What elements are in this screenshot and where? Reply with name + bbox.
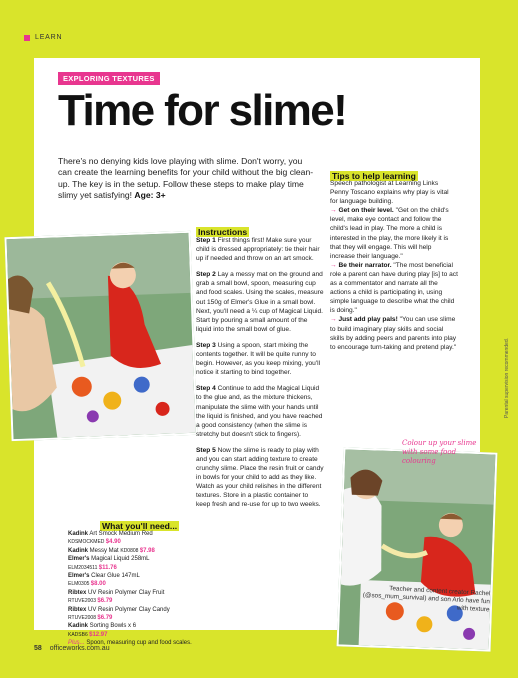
need-heading: What you'll need... (102, 521, 178, 531)
tips-body (330, 179, 458, 352)
page-footer (34, 645, 110, 652)
photo-illustration (339, 449, 496, 649)
arrow-icon: → (330, 261, 337, 269)
photo-illustration (7, 233, 196, 439)
shopping-list (68, 530, 196, 648)
article-page (34, 58, 510, 647)
list-item-extra: Plus... Spoon, measuring cup and food scales. (68, 640, 192, 647)
kicker-badge: EXPLORING TEXTURES (58, 72, 160, 85)
website-link[interactable]: officeworks.com.au (49, 645, 110, 652)
arrow-icon: → (330, 207, 337, 215)
list-item: Ribtex UV Resin Polymer Clay Fruit RTUVE2003 $6.79 (68, 589, 165, 605)
article-title: Time for slime! (58, 86, 347, 135)
photo-caption: Teacher and content creator Rachel (@sos_mum_survival) and son Arlo have fun with texture (362, 585, 491, 614)
supervision-note: Parental supervision recommended. (504, 337, 510, 418)
tip-item: → Get on their level. "Get on the child's level, make eye contact and follow the child's lead in play. The more a child is interested in the play, the more likely it is that they will engage. This will help increase their language." (330, 207, 449, 260)
age-label: Age: 3+ (134, 190, 166, 201)
photo-rachel-and-arlo (337, 447, 498, 651)
step-4: Step 4 Continue to add the Magical Liquid to the glue and, as the mixture thickens, manipulate the slime with your hands until the liquid is finished, and you have reached a good consistency (when the slime is stretchy but doesn't stick to fingers). (196, 385, 323, 438)
page-number: 58 (34, 645, 42, 652)
list-item: Kadink Sorting Bowls x 6 KADSB6 $12.97 (68, 623, 137, 638)
step-5: Step 5 Now the slime is ready to play with and you can start adding texture to create crunchy slime. Place the resin fruit or candy in bowls for your child to add as they like. Watch as your child relishes in the different textures. Store in a plastic container to keep fresh and re-use for up to two weeks. (196, 446, 324, 509)
list-item: Elmer's Clear Glue 147mL ELM0305 $8.00 (68, 573, 140, 588)
tips-heading: Tips to help learning (332, 171, 416, 181)
list-item: Ribtex UV Resin Polymer Clay Candy RTUVE2008 $6.79 (68, 606, 170, 622)
section-marker-icon (24, 35, 30, 41)
intro-text: There's no denying kids love playing with slime. Don't worry, you can create the learning benefits for your child without the big clean-up. The key is in the setup. Follow these steps to make play time slimy yet satisfying! (58, 156, 314, 201)
instructions-heading: Instructions (198, 227, 248, 237)
handwritten-caption: Colour up your slime with some food colouring (402, 439, 477, 465)
tips-lead: Speech pathologist at Learning Links Penny Toscano explains why play is vital for language building. (330, 180, 449, 206)
list-item: Elmer's Magical Liquid 258mL ELM2034511 $11.76 (68, 556, 150, 571)
step-3: Step 3 Using a spoon, start mixing the contents together. It will be quite runny to begin. However, as you keep mixing, you'll notice it starting to bind together. (196, 341, 321, 377)
step-1: Step 1 First things first! Make sure your child is dressed appropriately: tie their hair up if needed and throw on an art smock. (196, 237, 320, 263)
list-item: Kadink Messy Mat KD0808 $7.98 (68, 547, 155, 554)
instructions-list (196, 236, 324, 517)
section-tag (24, 34, 62, 41)
photo-child-with-slime (4, 231, 197, 441)
arrow-icon: → (330, 316, 337, 324)
intro-paragraph (58, 156, 318, 202)
section-label: LEARN (35, 34, 63, 41)
tip-item: → Be their narrator. "The most beneficial role a parent can have during play [is] to act as a commentator and narrate all the actions a child is participating in, using simple language to describe what the child is doing." (330, 261, 458, 315)
tip-item: → Just add play pals! "You can use slime to build imaginary play skills and social skills by adding peers and parents into play to encourage turn-taking and pretend play." (330, 316, 457, 351)
list-item: Kadink Art Smock Medium Red KDSMOCKMED $4.90 (68, 531, 153, 546)
step-2: Step 2 Lay a messy mat on the ground and grab a small bowl, spoon, measuring cup and food scales. Using the scales, measure out 150g of Elmer's Glue in a small bowl. Next, you'll need a ¼ cup of Magical Liquid. Start by pouring a small amount of the liquid into the small bowl of glue. (196, 271, 324, 333)
